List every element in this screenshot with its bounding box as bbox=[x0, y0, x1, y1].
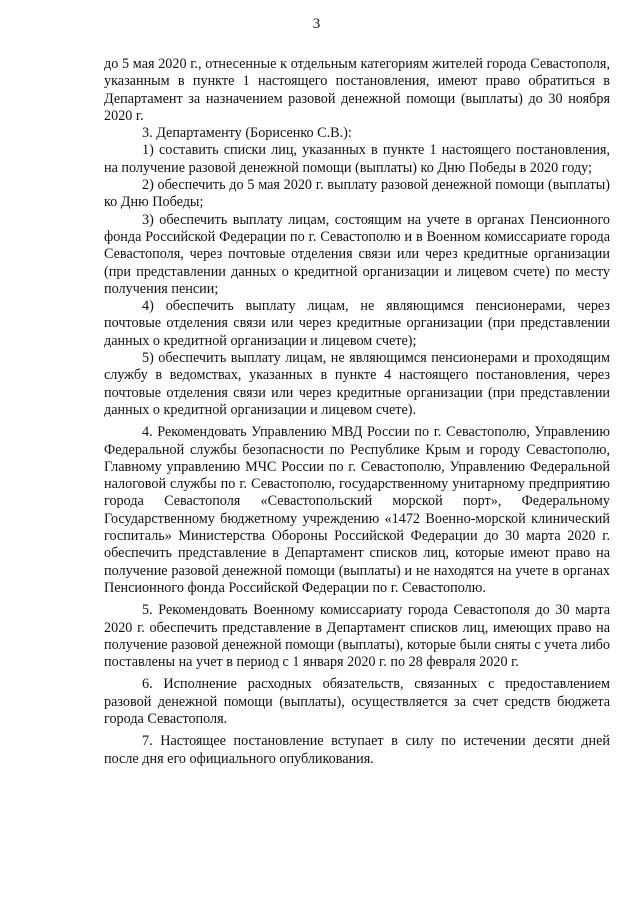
paragraph-subitem-3: 3) обеспечить выплату лицам, состоящим на учете в органах Пенсионного фонда Российской Федерации по г. Севастополю и в Военном комиссариате города Севастополя, через почтовые отделения связи или через кредитные организации (при представлении данных о кредитной организации и лицевом счете) по месту получения пенсии; bbox=[104, 211, 610, 297]
paragraph-subitem-1: 1) составить списки лиц, указанных в пункте 1 настоящего постановления, на получение разовой денежной помощи (выплаты) ко Дню Победы в 2020 году; bbox=[104, 142, 610, 176]
paragraph-item-4: 4. Рекомендовать Управлению МВД России по г. Севастополю, Управлению Федеральной службы безопасности по Республике Крым и городу Севастополю, Главному управлению МЧС России по г. Севастополю, Управлению Федеральной налоговой службы по г. Севастополю, государственному унитарному предприятию города Севастополя «Севастопольский морской порт», Федеральному Государственному бюджетному учреждению «1472 Военно-морской клинический госпиталь» Министерства Обороны Российской Федерации до 30 марта 2020 г. обеспечить представление в Департамент списков лиц, которые имеют право на получение разовой денежной помощи (выплаты) и не находятся на учете в органах Пенсионного фонда Российской Федерации по г. Севастополю. bbox=[104, 424, 610, 596]
page-number: 3 bbox=[312, 16, 321, 32]
paragraph-subitem-4: 4) обеспечить выплату лицам, не являющимся пенсионерами, через почтовые отделения связи или через кредитные организации (при представлении данных о кредитной организации и лицевом счете); bbox=[104, 298, 610, 349]
document-body bbox=[104, 56, 610, 768]
paragraph-continuation: до 5 мая 2020 г., отнесенные к отдельным категориям жителей города Севастополя, указанным в пункте 1 настоящего постановления, имеют право обратиться в Департамент за назначением разовой денежной помощи (выплаты) до 30 ноября 2020 г. bbox=[104, 56, 610, 124]
paragraph-item-6: 6. Исполнение расходных обязательств, связанных с предоставлением разовой денежной помощи (выплаты), осуществляется за счет средств бюджета города Севастополя. bbox=[104, 676, 610, 727]
paragraph-item-7: 7. Настоящее постановление вступает в силу по истечении десяти дней после дня его официального опубликования. bbox=[104, 733, 610, 767]
paragraph-subitem-5: 5) обеспечить выплату лицам, не являющимся пенсионерами и проходящим службу в ведомствах, указанных в пункте 4 настоящего постановления, через почтовые отделения связи или через кредитные организации (при представлении данных о кредитной организации и лицевом счете). bbox=[104, 350, 610, 418]
paragraph-item-5: 5. Рекомендовать Военному комиссариату города Севастополя до 30 марта 2020 г. обеспечить представление в Департамент списков лиц, имеющих право на получение разовой денежной помощи (выплаты), которые были сняты с учета либо поставлены на учет в период с 1 января 2020 г. по 28 февраля 2020 г. bbox=[104, 602, 610, 671]
paragraph-subitem-2: 2) обеспечить до 5 мая 2020 г. выплату разовой денежной помощи (выплаты) ко Дню Победы; bbox=[104, 177, 610, 211]
paragraph-item-3: 3. Департаменту (Борисенко С.В.): bbox=[142, 125, 352, 142]
